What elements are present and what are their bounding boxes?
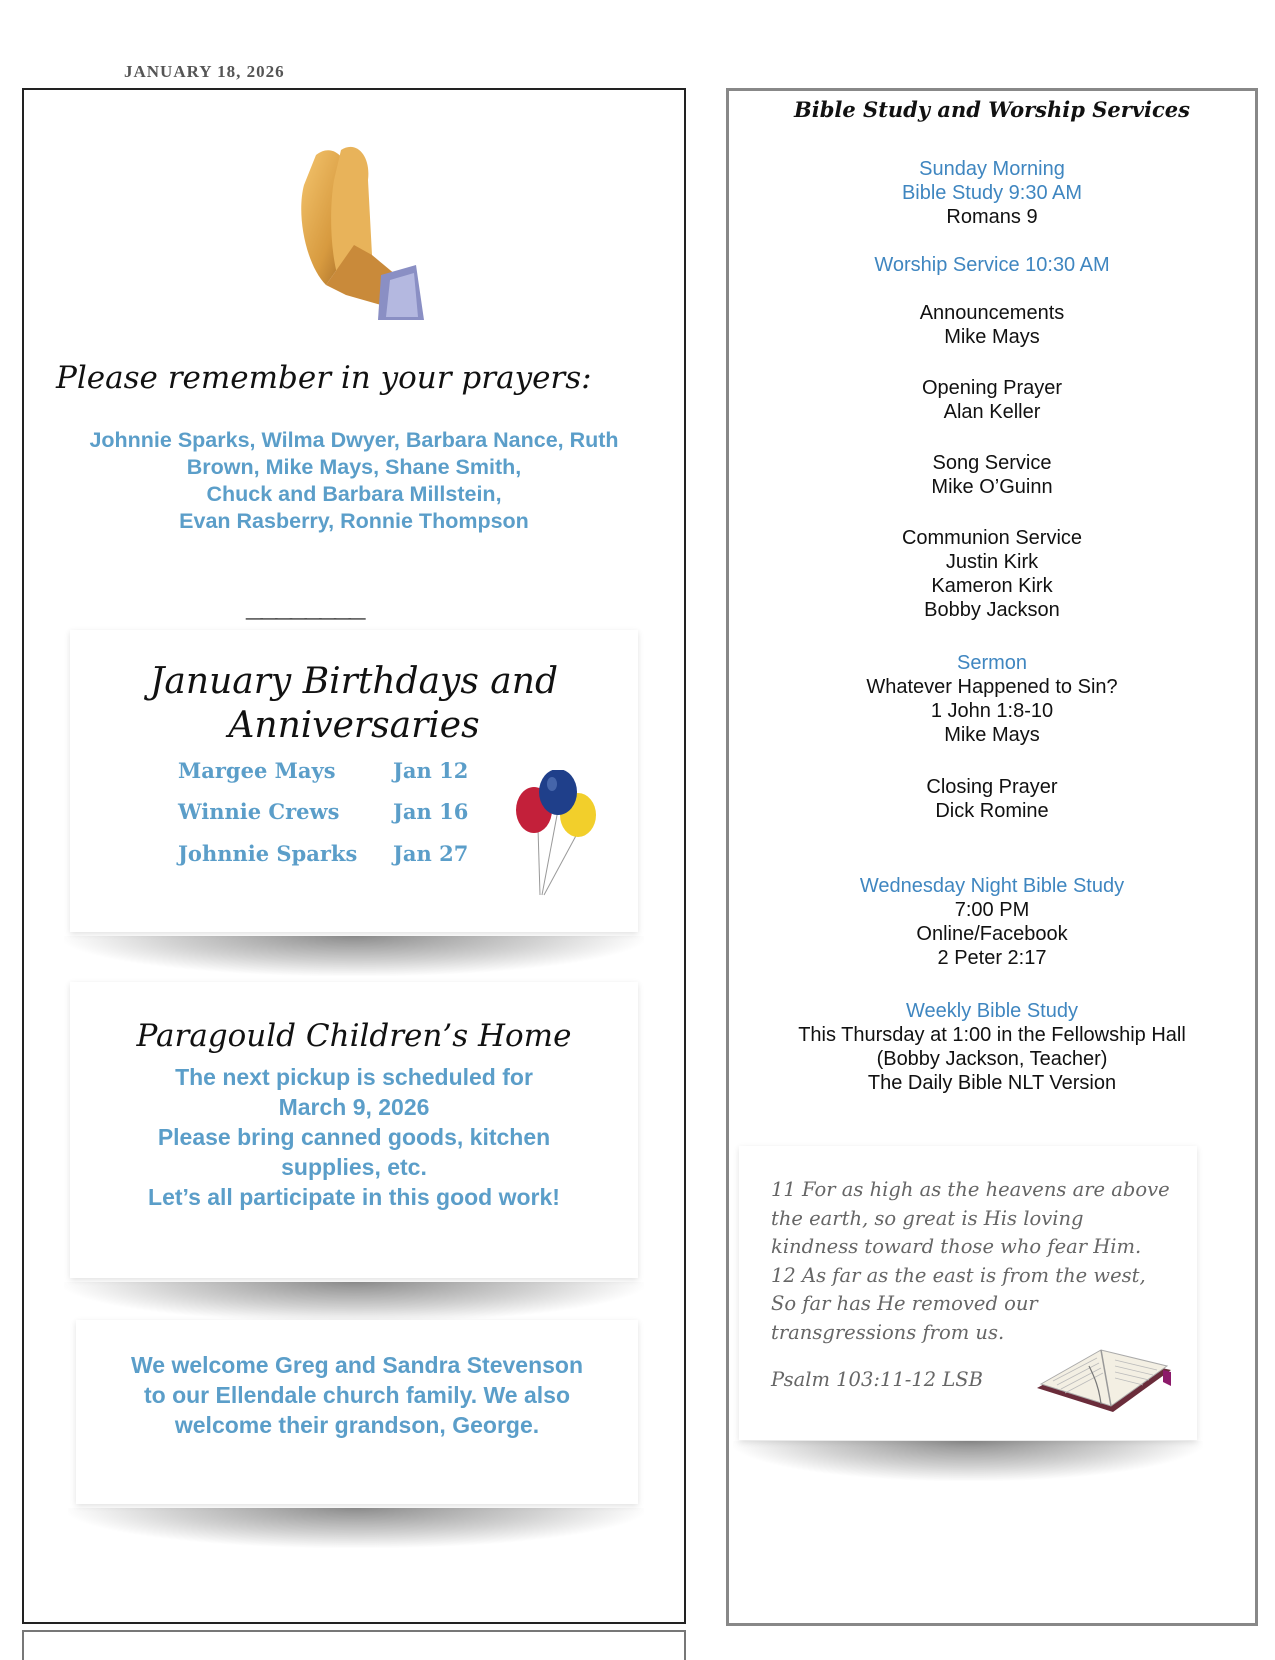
scripture-text [771,1176,1171,1347]
birthday-name: Margee Mays [178,758,336,783]
song-service-person: Mike O’Guinn [931,476,1053,498]
sunday-bible-study [729,157,1255,229]
services-title: Bible Study and Worship Services [793,97,1190,122]
sunday-time: Bible Study 9:30 AM [901,182,1083,204]
welcome-card [76,1320,638,1504]
prayer-names-line: Brown, Mike Mays, Shane Smith, [186,455,522,479]
closing-prayer [729,775,1255,823]
open-bible-icon [1029,1326,1179,1426]
left-column [22,88,686,1624]
weekly-line: This Thursday at 1:00 in the Fellowship Hall [798,1024,1186,1046]
birthday-name: Winnie Crews [178,799,340,824]
sermon-heading: Sermon [956,652,1028,674]
scripture-line: kindness toward those who fear Him. [771,1235,1142,1258]
childrens-home-body [110,1062,598,1212]
childrens-home-line: Let’s all participate in this good work! [148,1184,560,1210]
communion-person: Bobby Jackson [924,599,1060,621]
sermon [729,651,1255,747]
welcome-message [106,1350,608,1440]
announcements [729,301,1255,349]
worship-heading: Worship Service 10:30 AM [874,254,1110,276]
scripture-line: 11 For as high as the heavens are above [771,1178,1170,1201]
wednesday-bible-study [729,874,1255,970]
next-page-edge [22,1630,686,1660]
bulletin-date: JANUARY 18, 2026 [124,62,285,81]
announcements-label: Announcements [919,302,1065,324]
praying-hands-icon [286,135,426,325]
childrens-home-line: March 9, 2026 [278,1094,430,1120]
card-shadow [64,936,644,976]
birthdays-card [70,630,638,932]
wednesday-text: 2 Peter 2:17 [937,947,1047,969]
communion-service [729,526,1255,622]
section-divider: ________ [246,590,364,623]
scripture-line: transgressions from us. [771,1320,1005,1344]
weekly-bible-study [729,999,1255,1095]
closing-prayer-label: Closing Prayer [926,776,1058,798]
opening-prayer-label: Opening Prayer [921,377,1063,399]
card-shadow [68,1508,644,1548]
birthday-date: Jan 12 [393,758,469,783]
sunday-text: Romans 9 [946,206,1038,228]
communion-label: Communion Service [901,527,1083,549]
childrens-home-line: The next pickup is scheduled for [175,1064,533,1090]
welcome-line: welcome their grandson, George. [174,1412,540,1438]
prayer-names-line: Evan Rasberry, Ronnie Thompson [179,509,529,533]
song-service-label: Song Service [932,452,1052,474]
services-column [726,88,1258,1626]
weekly-line: The Daily Bible NLT Version [867,1072,1117,1094]
prayer-names-line: Johnnie Sparks, Wilma Dwyer, Barbara Nance, Ruth [89,428,619,452]
birthday-date: Jan 27 [393,841,469,866]
opening-prayer-person: Alan Keller [943,401,1041,423]
sermon-title: Whatever Happened to Sin? [866,676,1118,698]
birthdays-title-line: January Birthdays and [149,661,558,702]
birthdays-title [70,660,638,748]
card-shadow [64,1282,644,1322]
birthday-row [178,758,498,788]
sermon-person: Mike Mays [944,724,1040,746]
wednesday-time: 7:00 PM [954,899,1030,921]
birthday-row [178,799,498,829]
scripture-line: the earth, so great is His loving [771,1206,1084,1230]
weekly-heading: Weekly Bible Study [906,1000,1078,1022]
welcome-line: We welcome Greg and Sandra Stevenson [130,1352,584,1378]
card-shadow [733,1441,1203,1481]
communion-person: Justin Kirk [945,551,1039,573]
childrens-home-title: Paragould Children’s Home [136,1018,572,1054]
prayer-heading: Please remember in your prayers: [56,360,592,396]
communion-person: Kameron Kirk [931,575,1053,597]
birthday-name: Johnnie Sparks [178,841,358,866]
sermon-text: 1 John 1:8-10 [930,700,1054,722]
childrens-home-card [70,982,638,1278]
childrens-home-line: Please bring canned goods, kitchen [157,1124,551,1150]
scripture-card [739,1146,1197,1440]
scripture-line: 12 As far as the east is from the west, [771,1263,1146,1287]
song-service [729,451,1255,499]
scripture-reference: Psalm 103:11-12 LSB [771,1368,983,1391]
wednesday-location: Online/Facebook [916,923,1068,945]
birthday-row [178,841,498,871]
childrens-home-line: supplies, etc. [281,1154,427,1180]
scripture-line: So far has He removed our [771,1292,1038,1315]
wednesday-heading: Wednesday Night Bible Study [859,875,1125,897]
balloons-icon [510,770,600,900]
birthday-date: Jan 16 [393,799,469,824]
weekly-line: (Bobby Jackson, Teacher) [876,1048,1108,1070]
welcome-line: to our Ellendale church family. We also [143,1382,571,1408]
prayer-list [54,427,654,535]
announcements-person: Mike Mays [944,326,1040,348]
sunday-heading: Sunday Morning [919,158,1065,180]
closing-prayer-person: Dick Romine [935,800,1049,822]
opening-prayer [729,376,1255,424]
prayer-names-line: Chuck and Barbara Millstein, [206,482,502,506]
birthdays-title-line: Anniversaries [228,705,480,746]
